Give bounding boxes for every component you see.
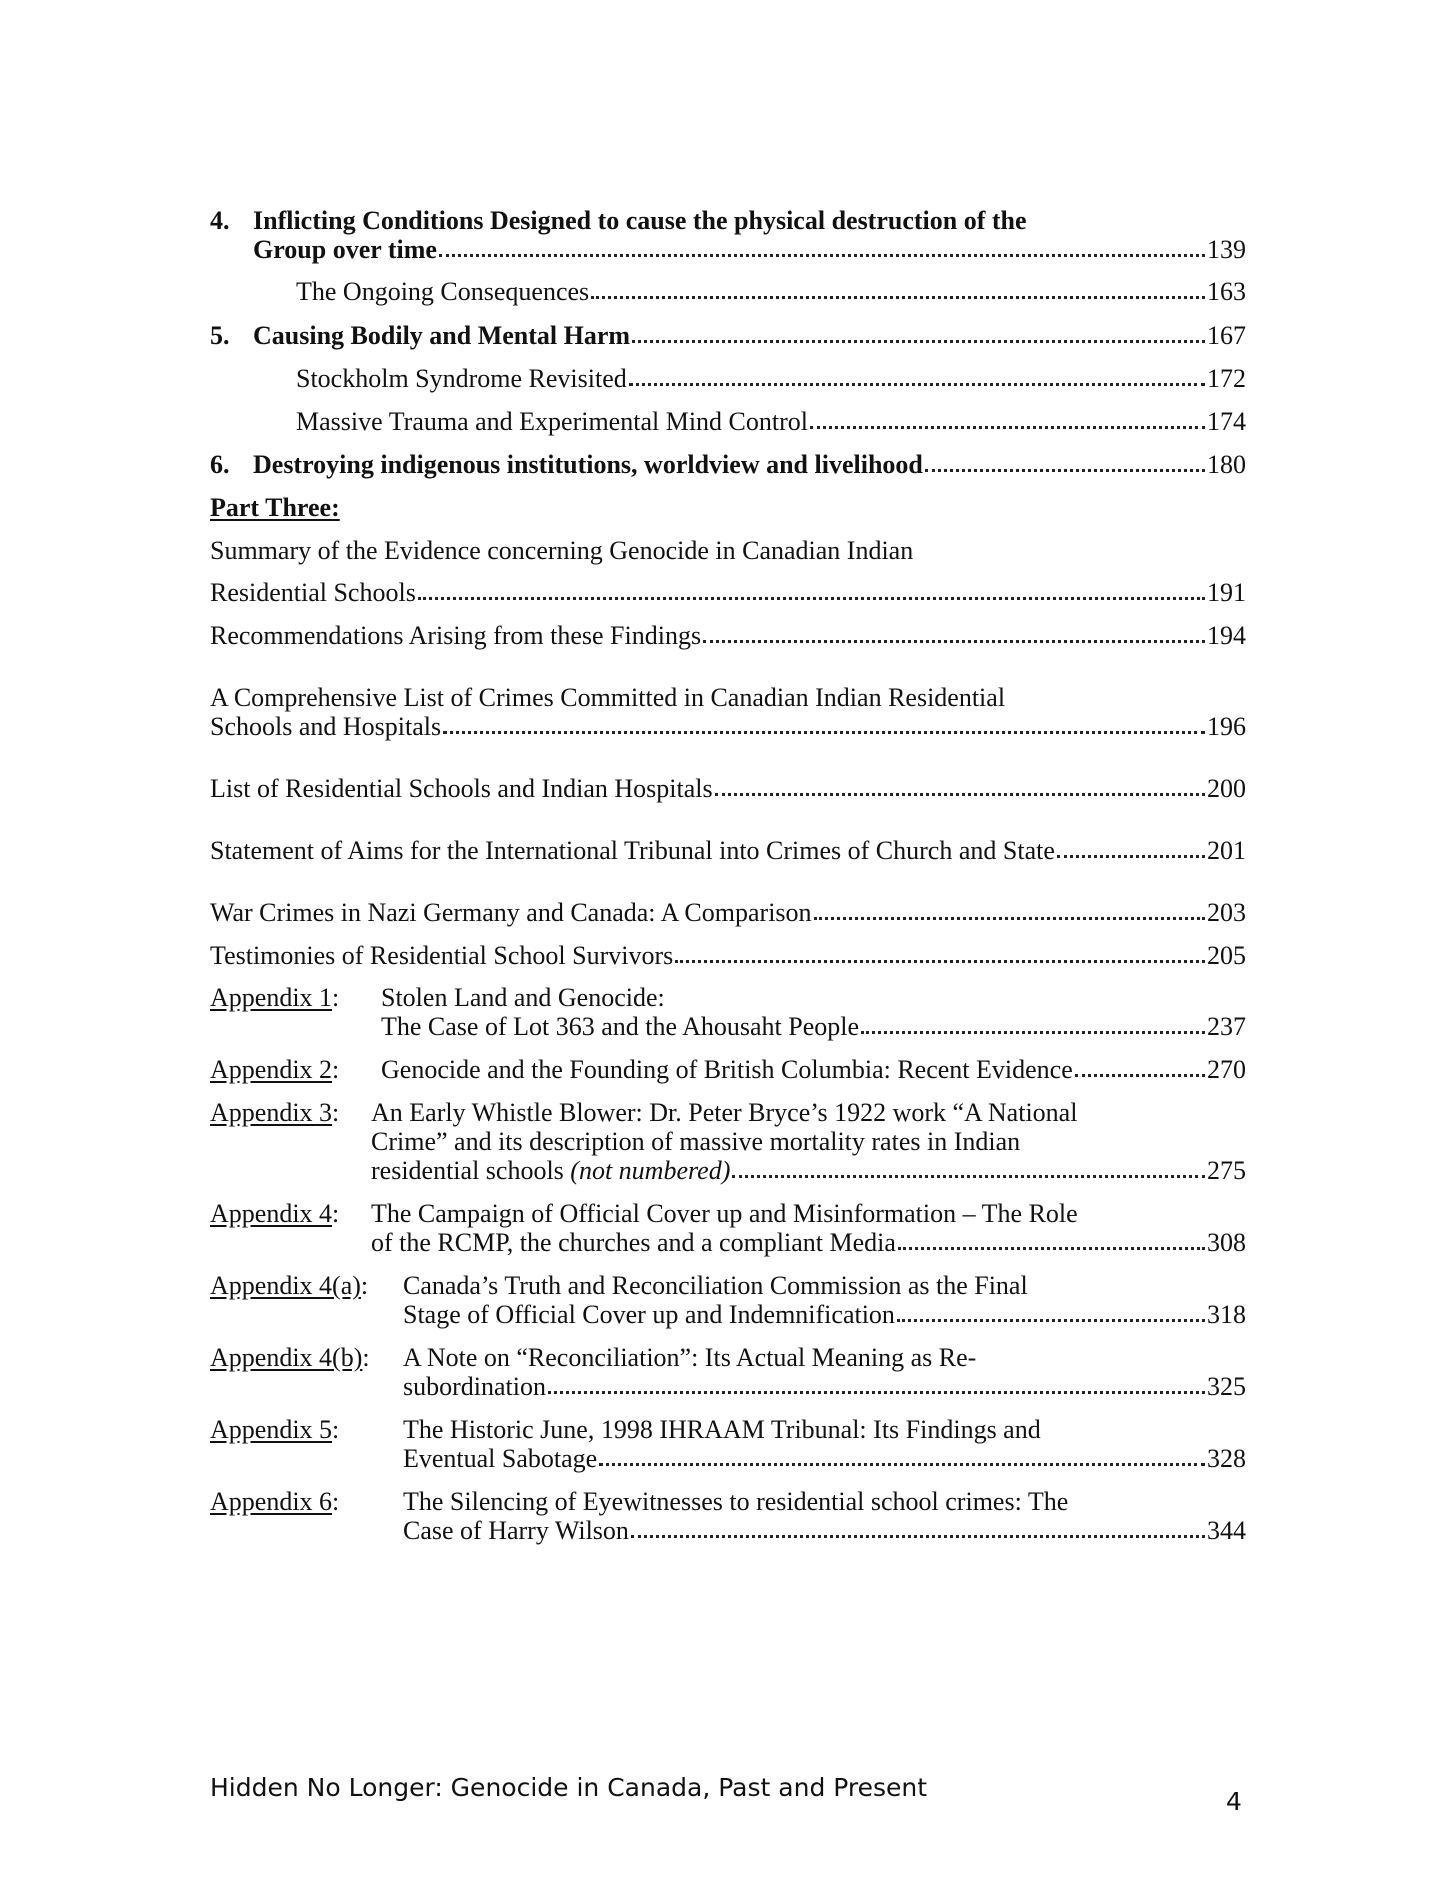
page-number: 203 xyxy=(1207,898,1246,927)
page-number: 167 xyxy=(1207,321,1246,350)
page-number: 172 xyxy=(1207,364,1246,393)
leader-dots xyxy=(703,640,1205,643)
entry-title-cont: Residential Schools xyxy=(210,578,416,607)
entry-title: War Crimes in Nazi Germany and Canada: A Comparison xyxy=(210,898,812,927)
entry-title: Stockholm Syndrome Revisited xyxy=(296,364,627,393)
toc-entry-recommendations xyxy=(210,621,1246,650)
toc-entry-appendix-2: Appendix 2: Genocide and the Founding of British Columbia: Recent Evidence 270 xyxy=(210,1055,1246,1084)
entry-title: Statement of Aims for the International Tribunal into Crimes of Church and State xyxy=(210,836,1055,865)
page-number: 139 xyxy=(1207,235,1246,264)
appendix-label: Appendix 3 xyxy=(210,1098,333,1127)
leader-dots xyxy=(439,254,1205,257)
page-number: 201 xyxy=(1207,836,1246,865)
appendix-label: Appendix 2 xyxy=(210,1055,333,1084)
toc-entry-appendix-4b: Appendix 4(b): A Note on “Reconciliation”: Its Actual Meaning as Re- subordination 325 xyxy=(210,1343,1246,1401)
entry-title: Summary of the Evidence concerning Genocide in Canadian Indian xyxy=(210,536,914,565)
page-number: 237 xyxy=(1207,1012,1246,1041)
page-number: 174 xyxy=(1207,407,1246,436)
toc-entry-4 xyxy=(210,206,1246,264)
leader-dots xyxy=(418,597,1205,600)
entry-title-cont: subordination xyxy=(403,1372,546,1401)
entry-note: (not numbered) xyxy=(570,1156,731,1185)
toc-entry-5 xyxy=(210,321,1246,350)
entry-number: 6. xyxy=(210,450,230,479)
leader-dots xyxy=(715,793,1205,796)
leader-dots xyxy=(632,340,1205,343)
appendix-label: Appendix 1 xyxy=(210,983,333,1012)
toc-entry-5-sub-1 xyxy=(210,364,1246,393)
toc-entry-5-sub-2 xyxy=(210,407,1246,436)
page-number: 194 xyxy=(1207,621,1246,650)
leader-dots xyxy=(443,731,1205,734)
part-heading: Part Three: xyxy=(210,493,340,522)
page-number: 318 xyxy=(1207,1300,1246,1329)
entry-title-cont: Crime” and its description of massive mortality rates in Indian xyxy=(371,1127,1021,1156)
leader-dots xyxy=(1075,1074,1205,1077)
appendix-label: Appendix 4(a) xyxy=(210,1271,361,1300)
page-number: 205 xyxy=(1207,941,1246,970)
toc-entry-testimonies xyxy=(210,941,1246,970)
toc-entry-war-crimes xyxy=(210,898,1246,927)
leader-dots xyxy=(898,1247,1205,1250)
toc-entry-appendix-3: Appendix 3: An Early Whistle Blower: Dr. Peter Bryce’s 1922 work “A National Crime” and its description of massive mortality rates in Indian residential schools (not numbered) 275 xyxy=(210,1098,1246,1185)
entry-title: Canada’s Truth and Reconciliation Commission as the Final xyxy=(403,1271,1028,1300)
toc-entry-appendix-1: Appendix 1: Stolen Land and Genocide: The Case of Lot 363 and the Ahousaht People 237 xyxy=(210,983,1246,1041)
entry-title: Destroying indigenous institutions, worldview and livelihood xyxy=(253,450,923,479)
page-number: 344 xyxy=(1207,1516,1246,1545)
toc-entry-6 xyxy=(210,450,1246,479)
page-number: 163 xyxy=(1207,277,1246,306)
page-number: 270 xyxy=(1207,1055,1246,1084)
table-of-contents xyxy=(210,206,1246,1545)
entry-title-cont: of the RCMP, the churches and a compliant Media xyxy=(371,1228,896,1257)
page-number: 191 xyxy=(1207,578,1246,607)
leader-dots xyxy=(814,917,1205,920)
page-number: 196 xyxy=(1207,712,1246,741)
leader-dots xyxy=(897,1319,1205,1322)
entry-number: 4. xyxy=(210,206,230,235)
leader-dots xyxy=(675,960,1205,963)
leader-dots xyxy=(732,1175,1205,1178)
entry-title: Testimonies of Residential School Survivors xyxy=(210,941,674,970)
entry-title-cont: Case of Harry Wilson xyxy=(403,1516,629,1545)
toc-entry-summary xyxy=(210,536,1246,607)
toc-entry-appendix-5: Appendix 5: The Historic June, 1998 IHRAAM Tribunal: Its Findings and Eventual Sabotage 328 xyxy=(210,1415,1246,1473)
toc-entry-aims xyxy=(210,836,1246,865)
toc-entry-appendix-6: Appendix 6: The Silencing of Eyewitnesses to residential school crimes: The Case of Harry Wilson 344 xyxy=(210,1487,1246,1545)
appendix-label: Appendix 4 xyxy=(210,1199,333,1228)
toc-entry-schools xyxy=(210,774,1246,803)
entry-title: List of Residential Schools and Indian Hospitals xyxy=(210,774,713,803)
entry-title-cont: Eventual Sabotage xyxy=(403,1444,598,1473)
toc-entry-crimes xyxy=(210,683,1246,741)
entry-title: The Campaign of Official Cover up and Misinformation – The Role xyxy=(371,1199,1078,1228)
entry-title-cont: Group over time xyxy=(253,235,437,264)
entry-title: The Silencing of Eyewitnesses to residential school crimes: The xyxy=(403,1487,1069,1516)
entry-title: A Comprehensive List of Crimes Committed in Canadian Indian Residential xyxy=(210,683,1006,712)
footer-page-number: 4 xyxy=(1226,1787,1242,1816)
leader-dots xyxy=(861,1031,1205,1034)
entry-title: Genocide and the Founding of British Columbia: Recent Evidence xyxy=(381,1055,1073,1084)
page-number: 275 xyxy=(1207,1156,1246,1185)
appendix-label: Appendix 4(b) xyxy=(210,1343,363,1372)
leader-dots xyxy=(591,296,1205,299)
entry-title-cont: residential schools xyxy=(371,1156,571,1185)
leader-dots xyxy=(925,469,1205,472)
toc-entry-appendix-4: Appendix 4: The Campaign of Official Cover up and Misinformation – The Role of the RCMP, the churches and a compliant Media 308 xyxy=(210,1199,1246,1257)
page-number: 180 xyxy=(1207,450,1246,479)
entry-title-cont: The Case of Lot 363 and the Ahousaht People xyxy=(381,1012,860,1041)
page-number: 328 xyxy=(1207,1444,1246,1473)
appendix-label: Appendix 6 xyxy=(210,1487,333,1516)
entry-title: The Historic June, 1998 IHRAAM Tribunal: Its Findings and xyxy=(403,1415,1041,1444)
leader-dots xyxy=(629,383,1205,386)
entry-title: A Note on “Reconciliation”: Its Actual Meaning as Re- xyxy=(403,1343,977,1372)
entry-title: Recommendations Arising from these Findings xyxy=(210,621,702,650)
appendix-label: Appendix 5 xyxy=(210,1415,333,1444)
entry-title: Stolen Land and Genocide: xyxy=(381,983,665,1012)
entry-title-cont: Stage of Official Cover up and Indemnification xyxy=(403,1300,895,1329)
entry-number: 5. xyxy=(210,321,230,350)
entry-title: Inflicting Conditions Designed to cause the physical destruction of the xyxy=(253,206,1027,235)
entry-title: Massive Trauma and Experimental Mind Control xyxy=(296,407,809,436)
leader-dots xyxy=(631,1535,1205,1538)
entry-title: The Ongoing Consequences xyxy=(296,277,590,306)
page-number: 200 xyxy=(1207,774,1246,803)
toc-entry-4-sub xyxy=(210,277,1246,306)
entry-title-cont: Schools and Hospitals xyxy=(210,712,442,741)
toc-entry-appendix-4a: Appendix 4(a): Canada’s Truth and Reconciliation Commission as the Final Stage of Official Cover up and Indemnification 318 xyxy=(210,1271,1246,1329)
page-number: 325 xyxy=(1207,1372,1246,1401)
page-number: 308 xyxy=(1207,1228,1246,1257)
footer-title: Hidden No Longer: Genocide in Canada, Past and Present xyxy=(210,1773,928,1802)
leader-dots xyxy=(810,426,1205,429)
leader-dots xyxy=(599,1463,1205,1466)
entry-title: An Early Whistle Blower: Dr. Peter Bryce’s 1922 work “A National xyxy=(371,1098,1078,1127)
leader-dots xyxy=(1057,855,1205,858)
entry-title: Causing Bodily and Mental Harm xyxy=(253,321,631,350)
leader-dots xyxy=(548,1391,1205,1394)
